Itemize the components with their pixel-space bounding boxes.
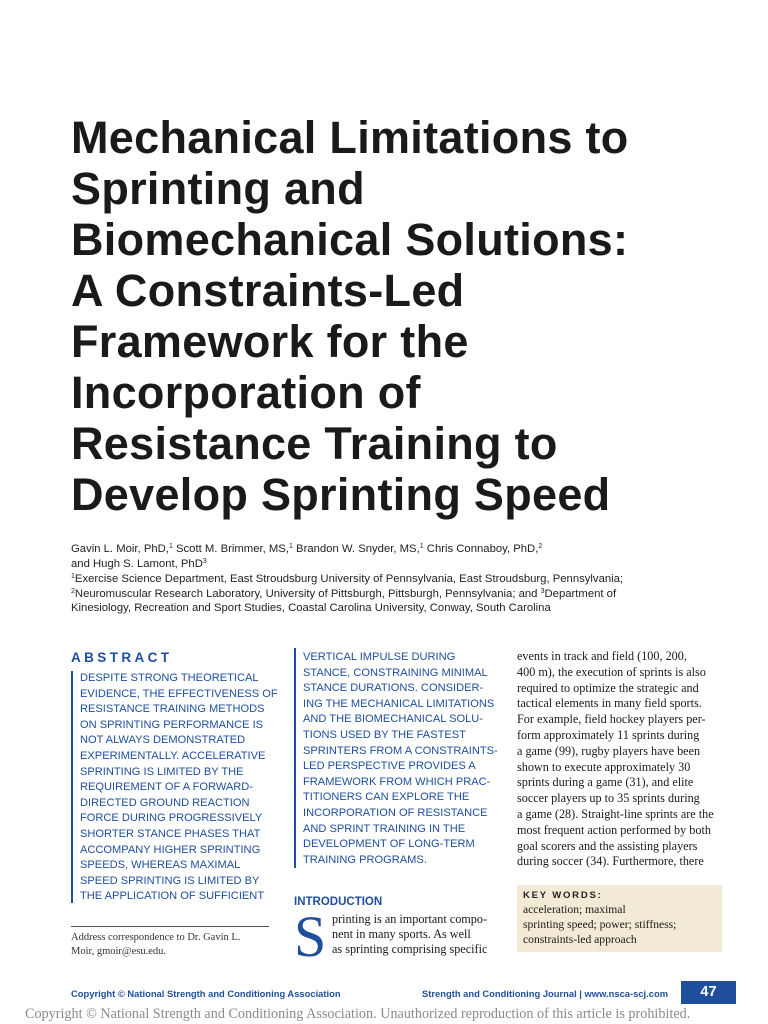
body-line: form approximately 11 sprints during <box>517 727 700 742</box>
abstract-line: ON SPRINTING PERFORMANCE IS <box>80 718 264 731</box>
body-line: goal scorers and the assisting players <box>517 838 698 853</box>
abstract-line: DIRECTED GROUND REACTION <box>80 796 250 809</box>
footer-copyright: Copyright © National Strength and Conditioning Association <box>71 988 341 999</box>
abstract-line: SHORTER STANCE PHASES THAT <box>80 827 261 840</box>
body-line: most frequent action performed by both <box>517 822 711 837</box>
affiliation-line: Kinesiology, Recreation and Sport Studies, Coastal Carolina University, Conway, South Carolina <box>71 602 551 614</box>
abstract-column-1 <box>80 671 278 905</box>
author-name: Gavin L. Moir, PhD, <box>71 543 169 555</box>
abstract-line: EXPERIMENTALLY. ACCELERATIVE <box>80 749 266 762</box>
abstract-line: FRAMEWORK FROM WHICH PRAC- <box>303 775 491 788</box>
body-line: sprints during a game (31), and elite <box>517 775 694 790</box>
keyword-line: acceleration; maximal <box>523 903 626 916</box>
body-line: events in track and field (100, 200, <box>517 649 687 663</box>
abstract-heading: ABSTRACT <box>71 650 173 665</box>
author-sup: 1 <box>419 543 424 550</box>
abstract-line: TITIONERS CAN EXPLORE THE <box>303 791 470 804</box>
abstract-line: RESISTANCE TRAINING METHODS <box>80 703 265 716</box>
abstract-line: LED PERSPECTIVE PROVIDES A <box>303 760 476 773</box>
author-line <box>71 542 542 556</box>
abstract-column-2 <box>303 650 498 868</box>
affiliation-text: Exercise Science Department, East Stroudsburg University of Pennsylvania, East Stroudsburg, Pennsylvania; <box>74 573 624 585</box>
body-line: a game (99), rugby players have been <box>517 743 701 758</box>
body-line: For example, field hockey players per- <box>517 712 706 727</box>
abstract-line: ING THE MECHANICAL LIMITATIONS <box>303 697 495 710</box>
body-line: 400 m), the execution of sprints is also <box>517 664 706 679</box>
keyword-line: constraints-led approach <box>523 933 637 946</box>
author-line <box>71 557 207 571</box>
affiliation-text: Neuromuscular Research Laboratory, University of Pittsburgh, Pittsburgh, Pennsylvania; and <box>74 588 541 600</box>
abstract-line: SPRINTERS FROM A CONSTRAINTS- <box>303 744 498 757</box>
affiliation-sup: 3 <box>540 588 545 595</box>
abstract-line: TRAINING PROGRAMS. <box>303 853 427 866</box>
body-line: during soccer (34). Furthermore, there <box>517 854 704 869</box>
abstract-line: SPEEDS, WHEREAS MAXIMAL <box>80 859 241 872</box>
page-number: 47 <box>681 981 736 1004</box>
affiliation-line <box>71 572 623 586</box>
abstract-line: FORCE DURING PROGRESSIVELY <box>80 812 263 825</box>
body-line: a game (28). Straight-line sprints are the <box>517 806 714 821</box>
abstract-line: AND SPRINT TRAINING IN THE <box>303 822 466 835</box>
author-sup: 1 <box>168 543 173 550</box>
body-line: nent in many sports. As well <box>332 927 471 941</box>
title-line: Sprinting and <box>71 163 365 214</box>
body-line: shown to execute approximately 30 <box>517 759 691 774</box>
body-line: tactical elements in many field sports. <box>517 696 702 711</box>
body-line: as sprinting comprising specific <box>332 942 488 956</box>
affiliation-sup: 1 <box>71 573 75 580</box>
author-sup: 2 <box>538 543 543 550</box>
correspondence <box>71 931 240 958</box>
abstract-rule <box>71 671 73 903</box>
title-line: Develop Sprinting Speed <box>71 469 611 520</box>
keyword-line: sprinting speed; power; stiffness; <box>523 918 677 931</box>
abstract-line: INCORPORATION OF RESISTANCE <box>303 806 488 819</box>
abstract-line: REQUIREMENT OF A FORWARD- <box>80 781 253 794</box>
affiliation-sup: 2 <box>71 588 75 595</box>
author-name: Chris Connaboy, PhD, <box>423 543 539 555</box>
title-line: Biomechanical Solutions: <box>71 214 629 265</box>
abstract-line: DESPITE STRONG THEORETICAL <box>80 672 259 684</box>
author-name: Brandon W. Snyder, MS, <box>292 543 420 555</box>
affiliation-line <box>71 587 616 601</box>
title-line: Framework for the <box>71 316 469 367</box>
body-line: printing is an important compo- <box>332 912 488 926</box>
body-line: soccer players up to 35 sprints during <box>517 791 700 806</box>
keywords-heading: KEY WORDS: <box>523 890 603 901</box>
correspondence-line: Moir, gmoir@esu.edu. <box>71 945 166 957</box>
author-name: Scott M. Brimmer, MS, <box>172 543 289 555</box>
abstract-line: SPEED SPRINTING IS LIMITED BY <box>80 874 260 887</box>
section-heading: INTRODUCTION <box>294 896 383 908</box>
abstract-line: THE APPLICATION OF SUFFICIENT <box>80 890 265 903</box>
keywords-list <box>523 902 676 947</box>
abstract-line: EVIDENCE, THE EFFECTIVENESS OF <box>80 687 278 700</box>
abstract-line: SPRINTING IS LIMITED BY THE <box>80 765 244 778</box>
footer-journal: Strength and Conditioning Journal | www.nsca-scj.com <box>422 988 669 999</box>
abstract-line: DEVELOPMENT OF LONG-TERM <box>303 838 475 851</box>
title-line: Resistance Training to <box>71 418 558 469</box>
title-line: Mechanical Limitations to <box>71 112 629 163</box>
abstract-line: NOT ALWAYS DEMONSTRATED <box>80 734 246 747</box>
title-line: A Constraints-Led <box>71 265 465 316</box>
abstract-rule <box>294 648 296 868</box>
abstract-line: AND THE BIOMECHANICAL SOLU- <box>303 713 483 726</box>
abstract-line: STANCE DURATIONS. CONSIDER- <box>303 682 484 695</box>
abstract-line: VERTICAL IMPULSE DURING <box>303 651 456 663</box>
affiliation-text: Department of <box>544 588 617 600</box>
correspondence-rule <box>71 926 269 927</box>
abstract-line: TIONS USED BY THE FASTEST <box>303 728 466 741</box>
copyright-notice: Copyright © National Strength and Conditioning Association. Unauthorized reproduction of this article is prohibited. <box>25 1006 691 1022</box>
abstract-line: STANCE, CONSTRAINING MINIMAL <box>303 666 488 679</box>
drop-cap: S <box>294 904 327 969</box>
body-column-3 <box>517 649 714 870</box>
body-line: required to optimize the strategic and <box>517 680 699 695</box>
author-sup: 3 <box>202 558 207 565</box>
author-name: and Hugh S. Lamont, PhD <box>71 558 203 570</box>
abstract-line: ACCOMPANY HIGHER SPRINTING <box>80 843 261 856</box>
correspondence-line: Address correspondence to Dr. Gavin L. <box>71 932 241 943</box>
author-sup: 1 <box>288 543 293 550</box>
title-line: Incorporation of <box>71 367 421 418</box>
